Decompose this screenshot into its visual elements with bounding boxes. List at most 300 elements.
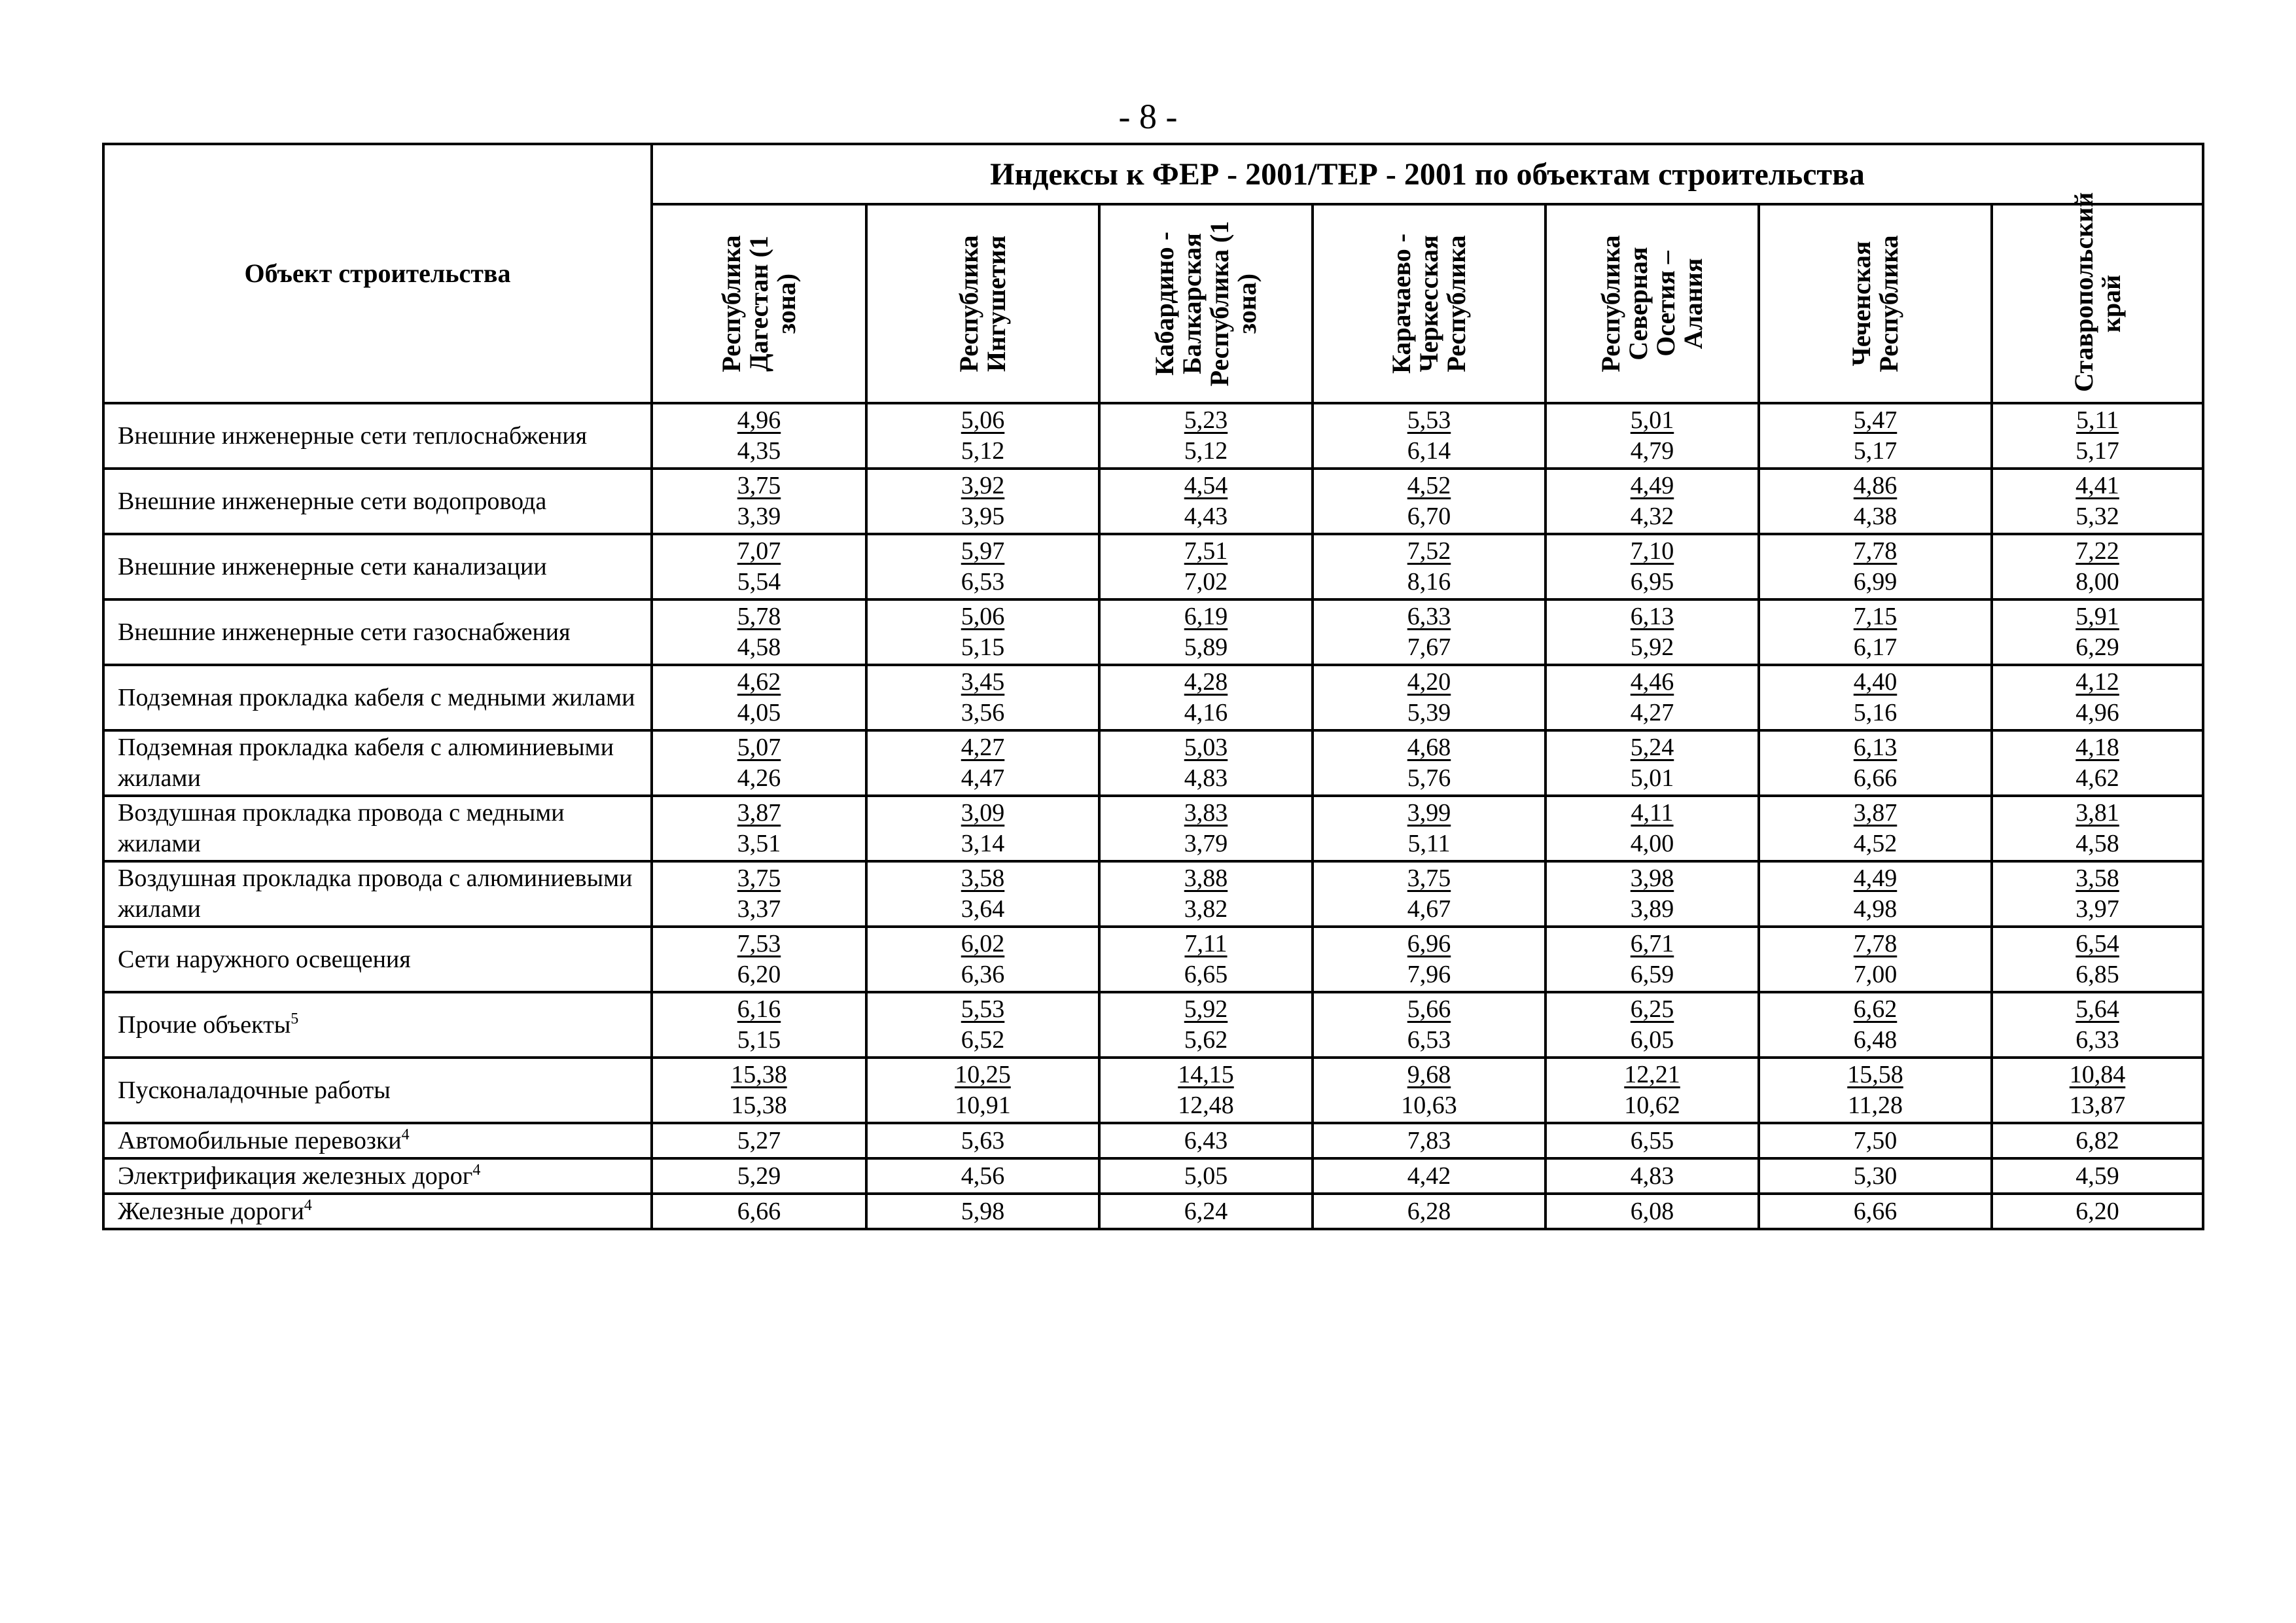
- index-value: 4,56: [866, 1158, 1099, 1194]
- index-value-fer: 5,64: [2075, 995, 2119, 1023]
- index-value-fer: 5,06: [961, 406, 1005, 434]
- region-header-label: Республика Дагестан (1 зона): [716, 235, 801, 372]
- index-cell: [652, 403, 866, 469]
- index-cell: [1759, 599, 1992, 665]
- table-row: [103, 534, 2203, 599]
- table-row: [103, 730, 2203, 796]
- index-cell: [652, 796, 866, 861]
- region-header-label: Республика Ингушетия: [954, 235, 1011, 372]
- object-name-text: Пусконаладочные работы: [118, 1076, 391, 1104]
- index-cell: [1759, 534, 1992, 599]
- index-value-fer: 3,99: [1407, 799, 1451, 827]
- object-name: [103, 796, 652, 861]
- index-cell: [1759, 469, 1992, 534]
- index-value: 4,83: [1545, 1158, 1759, 1194]
- index-cell: [1099, 665, 1313, 730]
- index-cell: [1992, 992, 2203, 1058]
- index-cell: [1313, 796, 1545, 861]
- index-value-ter: 3,82: [1184, 895, 1228, 923]
- index-value-ter: 6,66: [1853, 764, 1898, 792]
- index-value-fer: 4,86: [1853, 472, 1898, 499]
- index-value: 6,66: [1759, 1194, 1992, 1229]
- index-cell: [1313, 927, 1545, 992]
- index-value-ter: 3,64: [961, 895, 1005, 923]
- index-value: 5,05: [1099, 1158, 1313, 1194]
- index-value-ter: 6,59: [1630, 961, 1674, 988]
- index-table: [102, 143, 2204, 1230]
- index-value-ter: 4,67: [1407, 895, 1451, 923]
- region-header-label: Кабардино - Балкарская Республика (1 зона): [1150, 221, 1262, 387]
- region-header: [1992, 192, 2203, 403]
- object-name: [103, 665, 652, 730]
- index-value-ter: 5,76: [1407, 764, 1451, 792]
- index-value-fer: 4,54: [1184, 472, 1228, 499]
- index-value-ter: 6,20: [737, 961, 781, 988]
- index-cell: [1313, 534, 1545, 599]
- object-name-text: Железные дороги: [118, 1197, 304, 1225]
- table-row: [103, 1058, 2203, 1123]
- index-cell: [1759, 796, 1992, 861]
- index-value-fer: 3,88: [1184, 865, 1228, 892]
- index-value-fer: 6,62: [1853, 995, 1898, 1023]
- index-value: 6,43: [1099, 1123, 1313, 1158]
- object-name: [103, 992, 652, 1058]
- object-name: [103, 534, 652, 599]
- index-value-fer: 4,28: [1184, 668, 1228, 696]
- index-value-ter: 5,62: [1184, 1026, 1228, 1054]
- index-value-fer: 3,87: [1853, 799, 1898, 827]
- index-value-fer: 5,23: [1184, 406, 1228, 434]
- index-cell: [1992, 730, 2203, 796]
- table-row: [103, 665, 2203, 730]
- index-cell: [1992, 1058, 2203, 1123]
- index-value-ter: 7,02: [1184, 568, 1228, 596]
- object-name: [103, 599, 652, 665]
- index-value-fer: 10,84: [2069, 1061, 2126, 1088]
- object-name-text: Воздушная прокладка провода с медными жилами: [118, 799, 565, 857]
- index-value-ter: 4,43: [1184, 503, 1228, 530]
- index-cell: [1099, 534, 1313, 599]
- index-cell: [1099, 403, 1313, 469]
- index-value-ter: 3,56: [961, 699, 1005, 726]
- index-value-fer: 6,16: [737, 995, 781, 1023]
- index-value-fer: 5,11: [2075, 406, 2119, 434]
- index-value-ter: 6,99: [1853, 568, 1898, 596]
- table-row: [103, 1194, 2203, 1229]
- index-value-fer: 7,53: [737, 930, 781, 957]
- index-value-fer: 5,03: [1184, 734, 1228, 761]
- index-cell: [1545, 599, 1759, 665]
- index-value-ter: 6,53: [1407, 1026, 1451, 1054]
- index-value-ter: 6,14: [1407, 437, 1451, 465]
- index-cell: [1099, 861, 1313, 927]
- index-cell: [1313, 469, 1545, 534]
- index-value-ter: 4,62: [2075, 764, 2119, 792]
- index-value-ter: 6,36: [961, 961, 1005, 988]
- region-header-label: Ставропольский край: [2068, 192, 2126, 392]
- index-value-ter: 4,16: [1184, 699, 1228, 726]
- index-value-fer: 7,10: [1630, 537, 1674, 565]
- index-value: 6,24: [1099, 1194, 1313, 1229]
- index-value-ter: 11,28: [1847, 1092, 1903, 1119]
- index-cell: [866, 927, 1099, 992]
- region-header: [1759, 204, 1992, 403]
- index-value-fer: 7,07: [737, 537, 781, 565]
- index-cell: [1759, 927, 1992, 992]
- index-value-fer: 4,27: [961, 734, 1005, 761]
- index-value-ter: 5,16: [1853, 699, 1898, 726]
- region-header-label: Карачаево - Черкесская Республика: [1386, 233, 1471, 374]
- object-name: [103, 1194, 652, 1229]
- index-value-ter: 5,15: [961, 633, 1005, 661]
- index-value-fer: 15,38: [731, 1061, 787, 1088]
- object-name-text: Прочие объекты: [118, 1010, 291, 1039]
- footnote-mark: 5: [291, 1010, 299, 1027]
- index-value-ter: 6,85: [2075, 961, 2119, 988]
- index-value-fer: 6,13: [1853, 734, 1898, 761]
- index-value-fer: 4,68: [1407, 734, 1451, 761]
- table-row: [103, 796, 2203, 861]
- index-cell: [1313, 599, 1545, 665]
- index-cell: [1313, 992, 1545, 1058]
- index-cell: [1545, 796, 1759, 861]
- index-cell: [652, 927, 866, 992]
- index-value-fer: 7,52: [1407, 537, 1451, 565]
- object-name: [103, 1158, 652, 1194]
- footnote-mark: 4: [304, 1196, 312, 1214]
- index-value-fer: 5,66: [1407, 995, 1451, 1023]
- index-cell: [652, 469, 866, 534]
- index-cell: [1759, 861, 1992, 927]
- index-value-ter: 5,01: [1630, 764, 1674, 792]
- index-value-fer: 7,78: [1853, 930, 1898, 957]
- index-value: 6,82: [1992, 1123, 2203, 1158]
- index-value-ter: 8,00: [2075, 568, 2119, 596]
- index-cell: [866, 534, 1099, 599]
- index-cell: [866, 992, 1099, 1058]
- object-name: [103, 730, 652, 796]
- index-value-fer: 3,58: [961, 865, 1005, 892]
- index-cell: [1992, 534, 2203, 599]
- index-value-fer: 5,53: [961, 995, 1005, 1023]
- index-value-fer: 4,49: [1630, 472, 1674, 499]
- index-cell: [1759, 730, 1992, 796]
- index-cell: [1099, 469, 1313, 534]
- object-name-text: Электрификация железных дорог: [118, 1162, 473, 1190]
- index-value: 5,29: [652, 1158, 866, 1194]
- index-value-ter: 10,62: [1624, 1092, 1680, 1119]
- index-cell: [1545, 927, 1759, 992]
- index-value-fer: 4,46: [1630, 668, 1674, 696]
- region-header: [1099, 204, 1313, 403]
- index-value-fer: 6,33: [1407, 603, 1451, 630]
- index-cell: [1313, 730, 1545, 796]
- index-value-ter: 6,05: [1630, 1026, 1674, 1054]
- index-value-fer: 4,12: [2075, 668, 2119, 696]
- index-value: 4,42: [1313, 1158, 1545, 1194]
- index-cell: [866, 1058, 1099, 1123]
- index-cell: [652, 730, 866, 796]
- index-value-ter: 3,97: [2075, 895, 2119, 923]
- index-cell: [866, 796, 1099, 861]
- index-value-fer: 4,40: [1853, 668, 1898, 696]
- index-cell: [1545, 534, 1759, 599]
- index-value-ter: 4,26: [737, 764, 781, 792]
- index-value-fer: 15,58: [1847, 1061, 1903, 1088]
- index-cell: [1992, 665, 2203, 730]
- index-cell: [1545, 730, 1759, 796]
- index-value-fer: 7,22: [2075, 537, 2119, 565]
- index-value-fer: 10,25: [955, 1061, 1011, 1088]
- index-value-ter: 5,12: [1184, 437, 1228, 465]
- index-cell: [866, 730, 1099, 796]
- object-name-text: Внешние инженерные сети канализации: [118, 552, 547, 580]
- object-name: [103, 403, 652, 469]
- index-value-ter: 7,00: [1853, 961, 1898, 988]
- index-value-fer: 3,75: [1407, 865, 1451, 892]
- index-value-fer: 6,71: [1630, 930, 1674, 957]
- index-cell: [652, 861, 866, 927]
- index-value-ter: 4,05: [737, 699, 781, 726]
- index-value-fer: 3,75: [737, 865, 781, 892]
- index-value-fer: 7,11: [1184, 930, 1227, 957]
- index-value: 6,08: [1545, 1194, 1759, 1229]
- index-value-ter: 4,32: [1630, 503, 1674, 530]
- index-value: 6,66: [652, 1194, 866, 1229]
- index-cell: [1313, 861, 1545, 927]
- index-value-ter: 5,89: [1184, 633, 1228, 661]
- index-value-ter: 4,83: [1184, 764, 1228, 792]
- index-cell: [1992, 599, 2203, 665]
- index-value-fer: 7,51: [1184, 537, 1228, 565]
- index-value-fer: 6,19: [1184, 603, 1228, 630]
- index-value: 5,63: [866, 1123, 1099, 1158]
- index-cell: [866, 469, 1099, 534]
- index-value-fer: 3,09: [961, 799, 1005, 827]
- index-value-ter: 7,96: [1407, 961, 1451, 988]
- index-value-fer: 3,83: [1184, 799, 1228, 827]
- index-cell: [1759, 992, 1992, 1058]
- index-value-fer: 6,54: [2075, 930, 2119, 957]
- object-name-text: Внешние инженерные сети теплоснабжения: [118, 421, 588, 450]
- index-value-ter: 5,92: [1630, 633, 1674, 661]
- index-value-ter: 3,79: [1184, 830, 1228, 857]
- index-cell: [1099, 796, 1313, 861]
- object-name-text: Внешние инженерные сети водопровода: [118, 487, 547, 515]
- index-value-ter: 5,54: [737, 568, 781, 596]
- index-cell: [1545, 665, 1759, 730]
- index-value-ter: 5,12: [961, 437, 1005, 465]
- index-value-ter: 5,15: [737, 1026, 781, 1054]
- index-value-fer: 14,15: [1178, 1061, 1234, 1088]
- index-value: 4,59: [1992, 1158, 2203, 1194]
- region-header: [1545, 204, 1759, 403]
- index-value-fer: 5,01: [1630, 406, 1674, 434]
- index-cell: [1545, 861, 1759, 927]
- index-value-ter: 4,58: [737, 633, 781, 661]
- index-value-ter: 12,48: [1178, 1092, 1234, 1119]
- region-header: [866, 204, 1099, 403]
- index-value-fer: 12,21: [1624, 1061, 1680, 1088]
- index-value-fer: 3,87: [737, 799, 781, 827]
- index-cell: [866, 665, 1099, 730]
- footnote-mark: 4: [472, 1161, 481, 1179]
- region-header-label: Чеченская Республика: [1846, 235, 1903, 372]
- index-cell: [652, 534, 866, 599]
- index-value-fer: 4,96: [737, 406, 781, 434]
- index-value-fer: 3,81: [2075, 799, 2119, 827]
- index-value-ter: 6,52: [961, 1026, 1005, 1054]
- index-cell: [652, 992, 866, 1058]
- index-cell: [1992, 796, 2203, 861]
- object-name-text: Сети наружного освещения: [118, 945, 411, 973]
- index-value-fer: 7,15: [1853, 603, 1898, 630]
- index-value-ter: 5,32: [2075, 503, 2119, 530]
- index-cell: [1545, 1058, 1759, 1123]
- index-cell: [1313, 665, 1545, 730]
- table-row: [103, 403, 2203, 469]
- index-cell: [1545, 992, 1759, 1058]
- index-value-ter: 10,91: [955, 1092, 1011, 1119]
- index-cell: [1759, 665, 1992, 730]
- index-value-fer: 4,18: [2075, 734, 2119, 761]
- table-row: [103, 992, 2203, 1058]
- index-value-ter: 6,17: [1853, 633, 1898, 661]
- index-cell: [652, 665, 866, 730]
- index-cell: [1099, 927, 1313, 992]
- index-value-ter: 4,00: [1630, 830, 1674, 857]
- table-row: [103, 861, 2203, 927]
- object-name-text: Подземная прокладка кабеля с медными жилами: [118, 683, 635, 711]
- index-cell: [1759, 403, 1992, 469]
- index-cell: [1099, 730, 1313, 796]
- index-value-ter: 5,17: [1853, 437, 1898, 465]
- index-cell: [1992, 469, 2203, 534]
- index-cell: [1759, 1058, 1992, 1123]
- index-value-ter: 10,63: [1401, 1092, 1457, 1119]
- index-value-fer: 5,92: [1184, 995, 1228, 1023]
- index-value-fer: 3,98: [1630, 865, 1674, 892]
- index-cell: [1992, 403, 2203, 469]
- index-cell: [1099, 992, 1313, 1058]
- index-value-fer: 3,75: [737, 472, 781, 499]
- index-value-ter: 3,39: [737, 503, 781, 530]
- table-row: [103, 927, 2203, 992]
- index-value-fer: 5,24: [1630, 734, 1674, 761]
- index-cell: [866, 403, 1099, 469]
- index-value-ter: 3,37: [737, 895, 781, 923]
- index-value-fer: 4,62: [737, 668, 781, 696]
- index-value-ter: 5,39: [1407, 699, 1451, 726]
- index-value-ter: 6,29: [2075, 633, 2119, 661]
- index-cell: [1992, 927, 2203, 992]
- index-cell: [1099, 599, 1313, 665]
- index-value-fer: 6,02: [961, 930, 1005, 957]
- object-name-text: Воздушная прокладка провода с алюминиевыми жилами: [118, 865, 633, 923]
- index-value: 5,27: [652, 1123, 866, 1158]
- index-value-ter: 3,51: [737, 830, 781, 857]
- index-value-fer: 5,07: [737, 734, 781, 761]
- index-value: 6,20: [1992, 1194, 2203, 1229]
- index-value-ter: 3,95: [961, 503, 1005, 530]
- index-value-ter: 6,65: [1184, 961, 1228, 988]
- index-cell: [1313, 403, 1545, 469]
- index-value-ter: 5,11: [1407, 830, 1451, 857]
- index-value-ter: 8,16: [1407, 568, 1451, 596]
- index-value-fer: 6,96: [1407, 930, 1451, 957]
- index-value-fer: 5,06: [961, 603, 1005, 630]
- index-value-fer: 5,78: [737, 603, 781, 630]
- index-value-ter: 5,17: [2075, 437, 2119, 465]
- index-value-ter: 3,14: [961, 830, 1005, 857]
- index-value: 7,50: [1759, 1123, 1992, 1158]
- table-row: [103, 469, 2203, 534]
- index-value-ter: 4,35: [737, 437, 781, 465]
- index-value: 7,83: [1313, 1123, 1545, 1158]
- index-value: 6,28: [1313, 1194, 1545, 1229]
- index-cell: [1313, 1058, 1545, 1123]
- index-value-fer: 3,58: [2075, 865, 2119, 892]
- object-name: [103, 927, 652, 992]
- index-value-fer: 4,49: [1853, 865, 1898, 892]
- index-value-fer: 4,52: [1407, 472, 1451, 499]
- index-value-fer: 7,78: [1853, 537, 1898, 565]
- object-name-text: Внешние инженерные сети газоснабжения: [118, 618, 571, 646]
- object-name: [103, 1123, 652, 1158]
- index-value-fer: 4,20: [1407, 668, 1451, 696]
- index-value-ter: 6,53: [961, 568, 1005, 596]
- index-value-ter: 4,52: [1853, 830, 1898, 857]
- table-title: Индексы к ФЕР - 2001/ТЕР - 2001 по объектам строительства: [652, 144, 2203, 204]
- index-value-ter: 3,89: [1630, 895, 1674, 923]
- index-value-ter: 4,38: [1853, 503, 1898, 530]
- index-cell: [866, 861, 1099, 927]
- index-value-ter: 4,47: [961, 764, 1005, 792]
- index-value-ter: 4,98: [1853, 895, 1898, 923]
- index-value-fer: 4,41: [2075, 472, 2119, 499]
- index-value-fer: 6,13: [1630, 603, 1674, 630]
- index-value-ter: 4,58: [2075, 830, 2119, 857]
- region-header: [652, 204, 866, 403]
- index-value-fer: 4,11: [1631, 799, 1674, 827]
- object-header: Объект строительства: [103, 144, 652, 403]
- index-value-ter: 6,95: [1630, 568, 1674, 596]
- index-value-ter: 4,79: [1630, 437, 1674, 465]
- footnote-mark: 4: [401, 1126, 410, 1143]
- index-value-ter: 7,67: [1407, 633, 1451, 661]
- index-value-fer: 5,91: [2075, 603, 2119, 630]
- object-name-text: Автомобильные перевозки: [118, 1126, 402, 1154]
- index-value-ter: 6,70: [1407, 503, 1451, 530]
- index-value-ter: 6,48: [1853, 1026, 1898, 1054]
- object-name: [103, 861, 652, 927]
- index-value-ter: 13,87: [2069, 1092, 2126, 1119]
- index-value-fer: 9,68: [1407, 1061, 1451, 1088]
- index-cell: [652, 599, 866, 665]
- page-number: - 8 -: [1118, 97, 1178, 136]
- index-value-fer: 5,47: [1853, 406, 1898, 434]
- object-name: [103, 469, 652, 534]
- index-value-ter: 4,96: [2075, 699, 2119, 726]
- index-cell: [1545, 403, 1759, 469]
- object-name: [103, 1058, 652, 1123]
- table-row: [103, 599, 2203, 665]
- index-value-fer: 5,97: [961, 537, 1005, 565]
- index-value-ter: 15,38: [731, 1092, 787, 1119]
- region-header: [1313, 204, 1545, 403]
- index-value: 6,55: [1545, 1123, 1759, 1158]
- index-value-ter: 4,27: [1630, 699, 1674, 726]
